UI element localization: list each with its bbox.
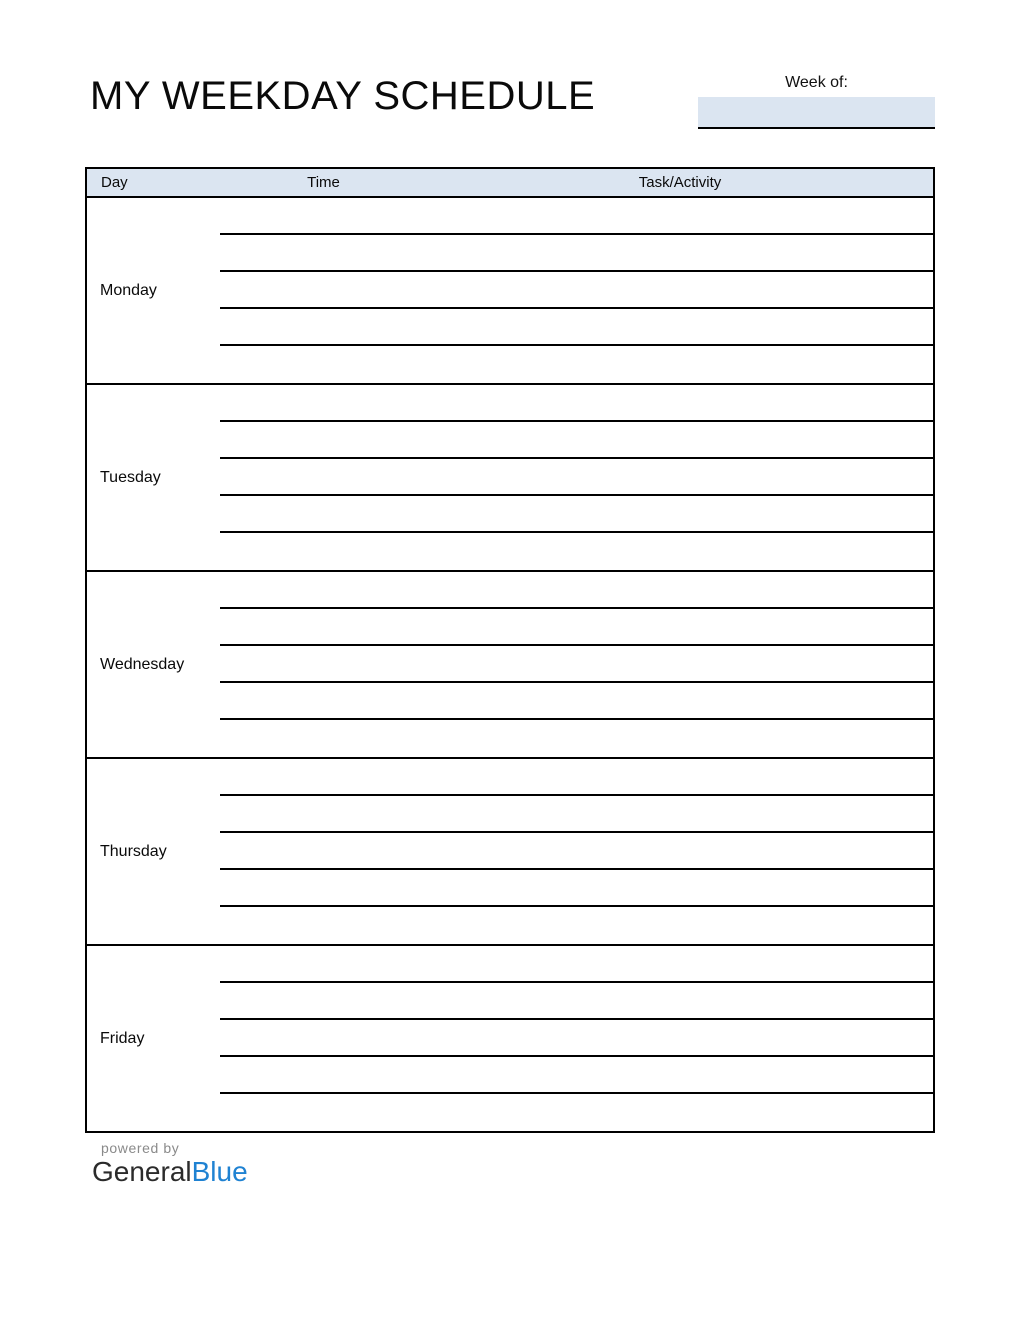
- day-label: Tuesday: [100, 468, 161, 486]
- entry-line: [220, 907, 933, 944]
- day-blocks-container: [87, 198, 933, 1131]
- entry-line: [220, 870, 933, 907]
- table-header-row: [87, 169, 933, 198]
- entry-line: [220, 983, 933, 1020]
- logo-text-blue: Blue: [191, 1156, 248, 1187]
- day-block: [87, 944, 933, 1131]
- page-title: MY WEEKDAY SCHEDULE: [90, 74, 596, 118]
- day-label: Wednesday: [100, 655, 185, 673]
- schedule-table: [85, 167, 935, 1133]
- powered-by-text: powered by: [101, 1140, 180, 1156]
- entry-line: [220, 646, 933, 683]
- entry-line: [220, 759, 933, 796]
- entry-line: [220, 459, 933, 496]
- day-label: Thursday: [100, 842, 167, 860]
- logo-text-general: General: [92, 1156, 192, 1187]
- entry-line: [220, 572, 933, 609]
- day-label: Friday: [100, 1029, 145, 1047]
- entry-lines: [220, 385, 933, 570]
- entry-lines: [220, 572, 933, 757]
- entry-line: [220, 720, 933, 757]
- entry-line: [220, 272, 933, 309]
- entry-line: [220, 496, 933, 533]
- entry-lines: [220, 759, 933, 944]
- entry-line: [220, 683, 933, 720]
- entry-line: [220, 946, 933, 983]
- entry-line: [220, 235, 933, 272]
- week-of-input-box: [698, 97, 935, 129]
- entry-line: [220, 796, 933, 833]
- column-header-day: Day: [101, 174, 128, 191]
- entry-line: [220, 385, 933, 422]
- entry-line: [220, 533, 933, 570]
- day-label: Monday: [100, 281, 157, 299]
- week-of-label: Week of:: [785, 74, 848, 91]
- generalblue-logo: [92, 1157, 248, 1188]
- entry-line: [220, 1057, 933, 1094]
- day-block: [87, 383, 933, 570]
- column-header-time: Time: [307, 174, 340, 191]
- entry-line: [220, 422, 933, 459]
- entry-lines: [220, 198, 933, 383]
- day-block: [87, 198, 933, 383]
- entry-lines: [220, 946, 933, 1131]
- entry-line: [220, 1094, 933, 1131]
- entry-line: [220, 609, 933, 646]
- entry-line: [220, 198, 933, 235]
- entry-line: [220, 346, 933, 383]
- column-header-task: Task/Activity: [638, 174, 722, 191]
- day-block: [87, 570, 933, 757]
- entry-line: [220, 833, 933, 870]
- day-block: [87, 757, 933, 944]
- entry-line: [220, 1020, 933, 1057]
- entry-line: [220, 309, 933, 346]
